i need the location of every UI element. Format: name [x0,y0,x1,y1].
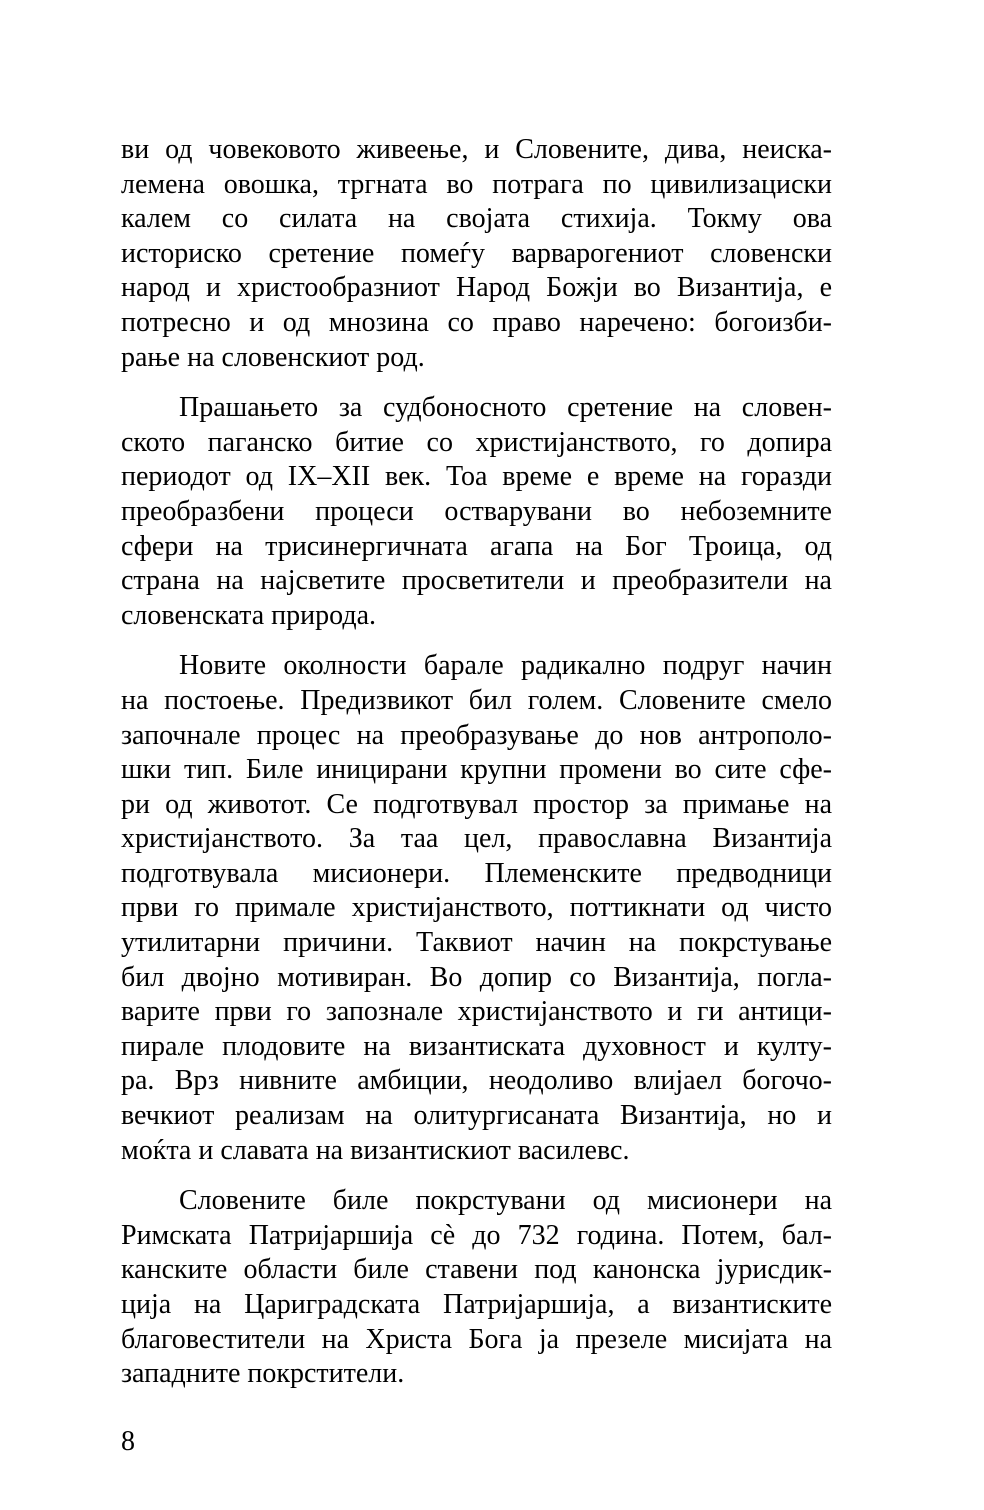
text-line: ви од човековото живеење, и Словените, дива, неиска- [121,134,832,165]
text-line: преобразбени процеси остварувани во небоземните [121,495,832,527]
text-line: први го примале христијанството, поттикнати од чисто [121,892,832,924]
text-line: Словените биле покрстувани од мисионери на [179,1185,832,1217]
paragraph-gap [121,633,832,649]
text-line: ри од животот. Се подготвувал простор за примање на [121,788,832,820]
text-line: Римската Патријаршија сè до 732 година. Потем, бал- [121,1219,832,1251]
text-line: шки тип. Биле иницирани крупни промени во сите сфе- [121,754,832,786]
text-line: Прашањето за судбоносното сретение на словен- [179,392,832,424]
text-line: страна на најсветите просветители и преобразители на [121,565,832,597]
paragraph-3 [121,649,832,1168]
text-line: народ и христообразниот Народ Божји во Византија, е [121,272,832,304]
text-line: периодот од IX–XII век. Тоа време е време на горазди [121,461,832,493]
page-body [121,133,832,1392]
text-line: ското паганско битие со христијанството, го допира [121,426,832,458]
paragraph-gap [121,375,832,391]
text-line: западните покрстители. [121,1358,405,1390]
paragraph-gap [121,1168,832,1184]
text-line: Новите околности барале радикално подруг начин [179,650,832,682]
paragraph-4 [121,1184,832,1392]
text-line: ција на Цариградската Патријаршија, а византиските [121,1289,832,1320]
text-line: пирале плодовите на византиската духовност и култу- [121,1030,832,1062]
text-line: благовестители на Христа Бога ја презеле мисијата на [121,1323,832,1355]
text-line: рање на словенскиот род. [121,341,425,373]
text-line: вечкиот реализам на олитургисаната Византија, но и [121,1100,832,1132]
text-line: лемена овошка, тргната во потрага по цивилизациски [121,168,832,200]
text-line: моќта и славата на византискиот василевс. [121,1134,630,1166]
text-line: христијанството. За таа цел, православна Византија [121,823,832,855]
text-line: ра. Врз нивните амбиции, неодоливо влијаел богочо- [121,1065,832,1097]
text-line: сфери на трисинергичната агапа на Бог Троица, од [121,530,832,562]
text-line: подготвувала мисионери. Племенските предводници [121,857,832,889]
paragraph-1 [121,133,832,375]
text-line: словенската природа. [121,599,377,631]
text-line: започнале процес на преобразување до нов антрополо- [121,719,832,751]
text-line: на постоење. Предизвикот бил голем. Словените смело [121,684,832,716]
text-line: бил двојно мотивиран. Во допир со Византија, погла- [121,961,832,993]
text-line: варите први го запознале христијанството и ги антици- [121,996,832,1028]
text-line: историско сретение помеѓу варварогениот словенски [121,237,832,269]
paragraph-2 [121,391,832,633]
text-line: потресно и од мнозина со право наречено: богоизби- [121,306,832,338]
text-line: канските области биле ставени под канонска јурисдик- [121,1254,832,1286]
text-line: калем со силата на својата стихија. Токму ова [121,203,832,235]
text-line: утилитарни причини. Таквиот начин на покрстување [121,927,832,959]
page-number: 8 [121,1426,135,1457]
